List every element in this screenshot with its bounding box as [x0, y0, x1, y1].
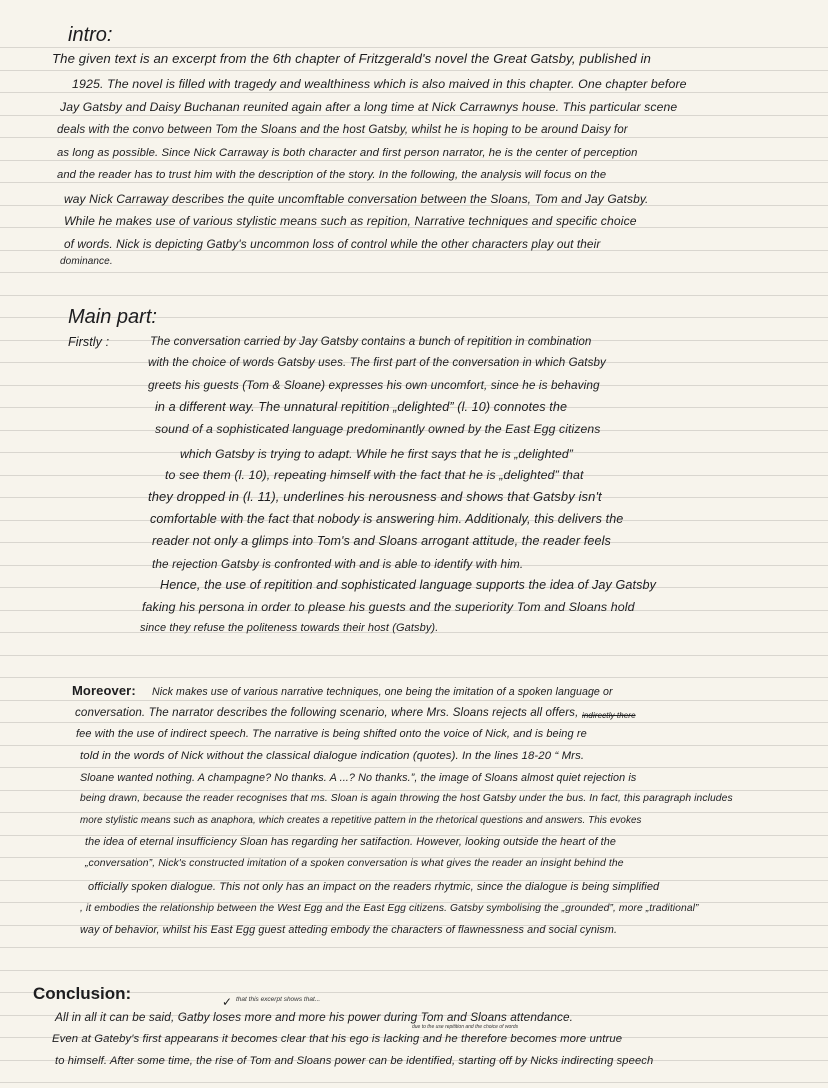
intro-text-line: and the reader has to trust him with the description of the story. In the following, the analysis will focus on the: [57, 169, 607, 181]
firstly-label: Firstly :: [68, 335, 110, 349]
ruled-line: [0, 115, 828, 116]
moreover-text-line: „conversation”, Nick's constructed imitation of a spoken conversation is what gives the reader an insight behind the: [85, 858, 624, 869]
moreover-text-line: being drawn, because the reader recognises that ms. Sloan is again throwing the host Gatsby under the bus. In fact, this paragraph includes: [80, 793, 733, 804]
ruled-line: [0, 812, 828, 813]
moreover-text-line: told in the words of Nick without the classical dialogue indication (quotes). In the lines 18-20 “ Mrs.: [80, 750, 585, 762]
ruled-line: [0, 92, 828, 93]
intro-text-line: as long as possible. Since Nick Carraway is both character and first person narrator, he is the center of perception: [57, 147, 638, 159]
main-text-line: comfortable with the fact that nobody is answering him. Additionaly, this delivers the: [150, 512, 624, 526]
struck-text: indirectly there: [582, 711, 636, 720]
intro-text-line: 1925. The novel is filled with tragedy and wealthiness which is also maived in this chapter. One chapter before: [72, 77, 687, 91]
ruled-line: [0, 970, 828, 971]
ruled-line: [0, 700, 828, 701]
ruled-line: [0, 947, 828, 948]
ruled-line: [0, 295, 828, 296]
main-part-heading: Main part:: [68, 306, 157, 328]
conclusion-text-line: All in all it can be said, Gatby loses more and more his power during Tom and Sloans attendance.: [55, 1010, 574, 1024]
moreover-text-line: officially spoken dialogue. This not only has an impact on the readers rhytmic, since the dialogue is being simplified: [88, 881, 660, 893]
moreover-text-line: Nick makes use of various narrative techniques, one being the imitation of a spoken language or: [152, 686, 613, 698]
main-text-line: which Gatsby is trying to adapt. While he first says that he is „delighted”: [180, 447, 573, 461]
main-text-line: faking his persona in order to please his guests and the superiority Tom and Sloans hold: [142, 600, 635, 614]
moreover-text-line: way of behavior, whilst his East Egg guest atteding embody the characters of flawnessness and social cynism.: [80, 924, 618, 936]
ruled-line: [0, 47, 828, 48]
ruled-line: [0, 137, 828, 138]
main-text-line: in a different way. The unnatural repitition „delighted” (l. 10) connotes the: [155, 400, 568, 414]
main-text-line: to see them (l. 10), repeating himself with the fact that he is „delighted” that: [165, 468, 584, 482]
intro-text-line: Jay Gatsby and Daisy Buchanan reunited again after a long time at Nick Carrawnys house. This particular scene: [60, 100, 678, 114]
ruled-line: [0, 272, 828, 273]
ruled-line: [0, 160, 828, 161]
insertion-note-1: that this excerpt shows that...: [236, 996, 321, 1003]
ruled-line: [0, 182, 828, 183]
moreover-text-line: Sloane wanted nothing. A champagne? No thanks. A ...? No thanks.”, the image of Sloans almost quiet rejection is: [80, 772, 637, 784]
conclusion-heading: Conclusion:: [33, 984, 132, 1003]
main-text-line: reader not only a glimps into Tom's and Sloans arrogant attitude, the reader feels: [152, 534, 611, 548]
moreover-text-line: , it embodies the relationship between the West Egg and the East Egg citizens. Gatsby symbolising the „grounded”, more „traditional”: [80, 903, 699, 914]
insertion-check-icon: ✓: [222, 995, 233, 1009]
ruled-line: [0, 790, 828, 791]
conclusion-text-line: to himself. After some time, the rise of Tom and Sloans power can be identified, starting off by Nicks indirecting speech: [55, 1055, 654, 1067]
intro-text-line: While he makes use of various stylistic means such as repition, Narrative techniques and specific choice: [64, 214, 637, 228]
moreover-text-line: conversation. The narrator describes the following scenario, where Mrs. Sloans rejects all offers,: [75, 706, 579, 719]
intro-text-line: of words. Nick is depicting Gatby's uncommon loss of control while the other characters play out their: [64, 237, 601, 251]
ruled-line: [0, 767, 828, 768]
intro-text-line: way Nick Carraway describes the quite uncomftable conversation between the Sloans, Tom and Jay Gatsby.: [64, 192, 649, 206]
moreover-label: Moreover:: [72, 683, 136, 698]
ruled-line: [0, 722, 828, 723]
moreover-text-line: the idea of eternal insufficiency Sloan has regarding her satifaction. However, looking outside the heart of the: [85, 836, 616, 848]
intro-text-line: The given text is an excerpt from the 6th chapter of Fritzgerald's novel the Great Gatsby, published in: [52, 51, 651, 66]
intro-text-line: dominance.: [60, 256, 113, 267]
main-text-line: greets his guests (Tom & Sloane) expresses his own uncomfort, since he is behaving: [148, 378, 600, 392]
main-text-line: sound of a sophisticated language predominantly owned by the East Egg citizens: [155, 422, 601, 436]
main-text-line: since they refuse the politeness towards their host (Gatsby).: [140, 622, 439, 634]
intro-text-line: deals with the convo between Tom the Sloans and the host Gatsby, whilst he is hoping to be around Daisy for: [57, 123, 628, 136]
main-text-line: with the choice of words Gatsby uses. The first part of the conversation in which Gatsby: [148, 356, 606, 369]
main-text-line: The conversation carried by Jay Gatsby contains a bunch of repitition in combination: [150, 335, 592, 348]
main-text-line: Hence, the use of repitition and sophisticated language supports the idea of Jay Gatsby: [160, 578, 656, 592]
insertion-note-2: due to the use repitition and the choice of words: [412, 1024, 519, 1030]
ruled-line: [0, 677, 828, 678]
ruled-line: [0, 70, 828, 71]
intro-heading: intro:: [68, 24, 113, 46]
conclusion-text-line: Even at Gateby's first appearans it becomes clear that his ego is lacking and he therefore becomes more untrue: [52, 1033, 623, 1045]
ruled-line: [0, 1082, 828, 1083]
moreover-text-line: more stylistic means such as anaphora, which creates a repetitive pattern in the rhetorical questions and answers. This evokes: [80, 815, 642, 826]
main-text-line: they dropped in (l. 11), underlines his nerousness and shows that Gatsby isn't: [148, 489, 602, 504]
main-text-line: the rejection Gatsby is confronted with and is able to identify with him.: [152, 557, 524, 571]
ruled-line: [0, 745, 828, 746]
moreover-text-line: fee with the use of indirect speech. The narrative is being shifted onto the voice of Nick, and is being re: [76, 728, 587, 740]
ruled-line: [0, 655, 828, 656]
